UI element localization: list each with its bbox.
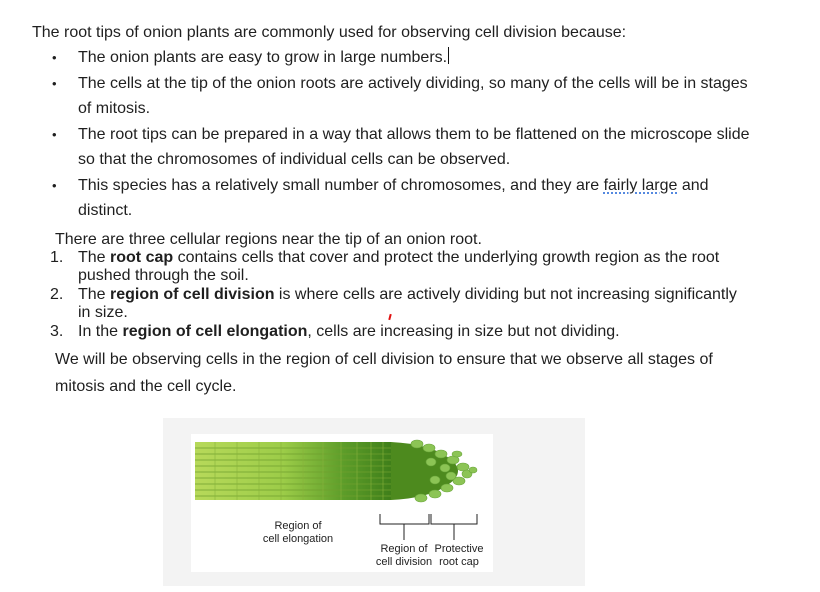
regions-intro-text: There are three cellular regions near the tip of an onion root. bbox=[55, 231, 482, 248]
label-line: cell elongation bbox=[262, 533, 334, 545]
list-item bbox=[56, 173, 756, 224]
item-text: , cells are increasing in size but not dividing. bbox=[307, 323, 620, 340]
list-item bbox=[50, 249, 750, 285]
regions-list bbox=[50, 249, 750, 342]
list-number: 1. bbox=[50, 249, 64, 266]
bullet-text: The root tips can be prepared in a way that allows them to be flattened on the microscope slide so that the chromosomes of individual cells can be observed. bbox=[78, 125, 750, 168]
label-line: Region of bbox=[274, 520, 322, 532]
list-item bbox=[56, 71, 756, 122]
onion-root-figure bbox=[163, 418, 585, 586]
closing-paragraph: We will be observing cells in the region of cell division to ensure that we observe all stages of mitosis and the cell cycle. bbox=[55, 351, 713, 395]
list-number: 3. bbox=[50, 323, 64, 340]
list-item bbox=[50, 323, 750, 341]
reasons-list bbox=[56, 45, 756, 224]
item-term: region of cell division bbox=[110, 286, 275, 303]
list-item bbox=[50, 286, 750, 322]
root-elongation-zone bbox=[195, 442, 391, 500]
bullet-text: This species has a relatively small number of chromosomes, and they are bbox=[78, 176, 604, 194]
item-term: root cap bbox=[110, 249, 174, 266]
bullet-text: The onion plants are easy to grow in large numbers. bbox=[78, 49, 448, 66]
bullet-text: The cells at the tip of the onion roots are actively dividing, so many of the cells will be in stages of mitosis. bbox=[78, 74, 748, 117]
label-elongation bbox=[253, 520, 343, 546]
label-line: root cap bbox=[439, 556, 479, 568]
intro-text: The root tips of onion plants are commonly used for observing cell division because: bbox=[32, 24, 627, 41]
item-text: In the bbox=[78, 323, 123, 340]
label-root-cap bbox=[431, 543, 487, 569]
bullet-text: and distinct. bbox=[78, 176, 709, 219]
label-line: Region of bbox=[380, 543, 428, 555]
division-bracket bbox=[380, 514, 429, 540]
text-cursor bbox=[448, 47, 449, 64]
label-line: cell division bbox=[375, 556, 433, 568]
label-division bbox=[375, 543, 433, 569]
grammar-flagged-text[interactable]: fairly large bbox=[603, 176, 678, 194]
list-item bbox=[56, 122, 756, 173]
item-text: contains cells that cover and protect the underlying growth region as the root pushed through the soil. bbox=[78, 249, 720, 284]
list-item bbox=[56, 45, 756, 71]
list-number: 2. bbox=[50, 286, 64, 303]
item-text: The bbox=[78, 249, 111, 266]
item-text: The bbox=[78, 286, 111, 303]
item-term: region of cell elongation bbox=[122, 323, 308, 340]
item-text: is where cells are actively dividing but not increasing significantly in size. bbox=[78, 286, 737, 321]
cap-bracket bbox=[431, 514, 477, 540]
label-line: Protective bbox=[434, 543, 484, 555]
figure-canvas bbox=[191, 434, 493, 572]
